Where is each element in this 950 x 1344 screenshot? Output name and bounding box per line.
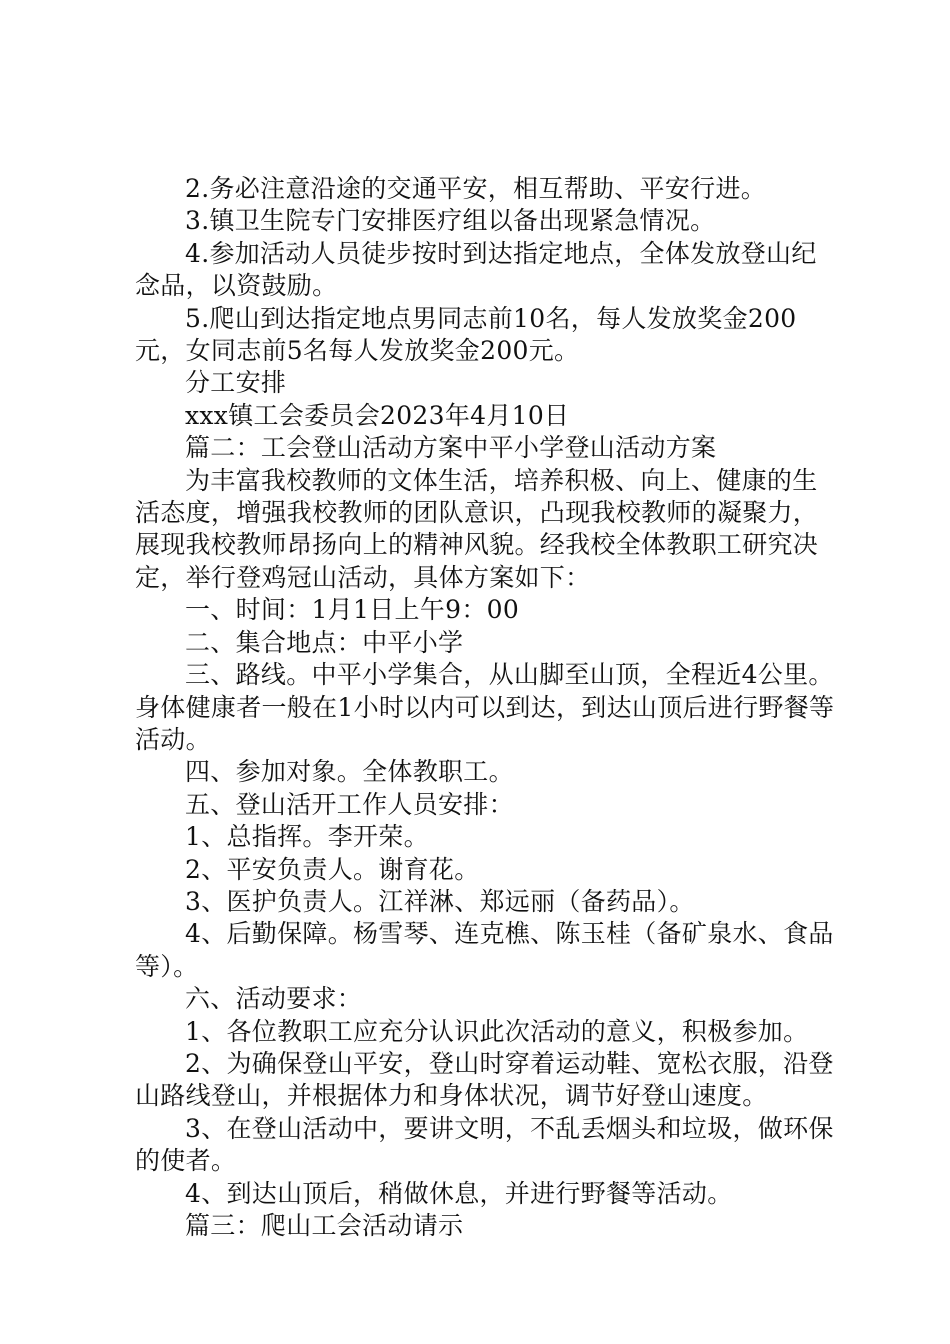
paragraph-signature-date: xxx镇工会委员会2023年4月10日 bbox=[185, 400, 570, 430]
paragraph-safety-note: 2.务必注意沿途的交通平安，相互帮助、平安行进。 bbox=[185, 174, 767, 203]
paragraph-safety-lead: 2、平安负责人。谢育花。 bbox=[185, 854, 480, 884]
paragraph-requirement-2: 2、为确保登山平安，登山时穿着运动鞋、宽松衣服，沿登山路线登山，并根据体力和身体状况，调节好登山速度。 bbox=[135, 1048, 834, 1111]
document-body bbox=[135, 173, 835, 1242]
paragraph-staff-heading: 五、登山活开工作人员安排： bbox=[185, 789, 514, 819]
paragraph-introduction: 为丰富我校教师的文体生活，培养积极、向上、健康的生活态度，增强我校教师的团队意识，凸现我校教师的凝聚力，展现我校教师昂扬向上的精神风貌。经我校全体教职工研究决定，举行登鸡冠山活动，具体方案如下： bbox=[135, 465, 819, 592]
paragraph-participants: 四、参加对象。全体教职工。 bbox=[185, 757, 514, 787]
paragraph-time: 一、时间：1月1日上午9：00 bbox=[185, 595, 520, 625]
section-title-part-three: 篇三：爬山工会活动请示 bbox=[185, 1211, 464, 1240]
paragraph-meeting-place: 二、集合地点：中平小学 bbox=[185, 627, 464, 657]
paragraph-prize: 5.爬山到达指定地点男同志前10名，每人发放奖金200元，女同志前5名每人发放奖金200元。 bbox=[135, 303, 797, 366]
paragraph-requirement-3: 3、在登山活动中，要讲文明，不乱丢烟头和垃圾，做环保的使者。 bbox=[135, 1113, 834, 1176]
paragraph-requirement-1: 1、各位教职工应充分认识此次活动的意义，积极参加。 bbox=[185, 1016, 809, 1046]
paragraph-commander: 1、总指挥。李开荣。 bbox=[185, 822, 429, 852]
paragraph-division-heading: 分工安排 bbox=[185, 368, 287, 398]
section-title-part-two: 篇二：工会登山活动方案中平小学登山活动方案 bbox=[185, 433, 717, 463]
paragraph-souvenir: 4.参加活动人员徒步按时到达指定地点，全体发放登山纪念品，以资鼓励。 bbox=[135, 238, 817, 301]
paragraph-medical-team: 3.镇卫生院专门安排医疗组以备出现紧急情况。 bbox=[185, 206, 716, 236]
paragraph-logistics: 4、后勤保障。杨雪琴、连克樵、陈玉桂（备矿泉水、食品等）。 bbox=[135, 919, 834, 981]
paragraph-requirement-4: 4、到达山顶后，稍做休息，并进行野餐等活动。 bbox=[185, 1178, 733, 1208]
paragraph-requirements-heading: 六、活动要求： bbox=[185, 984, 363, 1014]
paragraph-medical-lead: 3、医护负责人。江祥淋、郑远丽（备药品）。 bbox=[185, 886, 695, 916]
paragraph-route: 三、路线。中平小学集合，从山脚至山顶，全程近4公里。身体健康者一般在1小时以内可以到达，到达山顶后进行野餐等活动。 bbox=[135, 660, 835, 754]
